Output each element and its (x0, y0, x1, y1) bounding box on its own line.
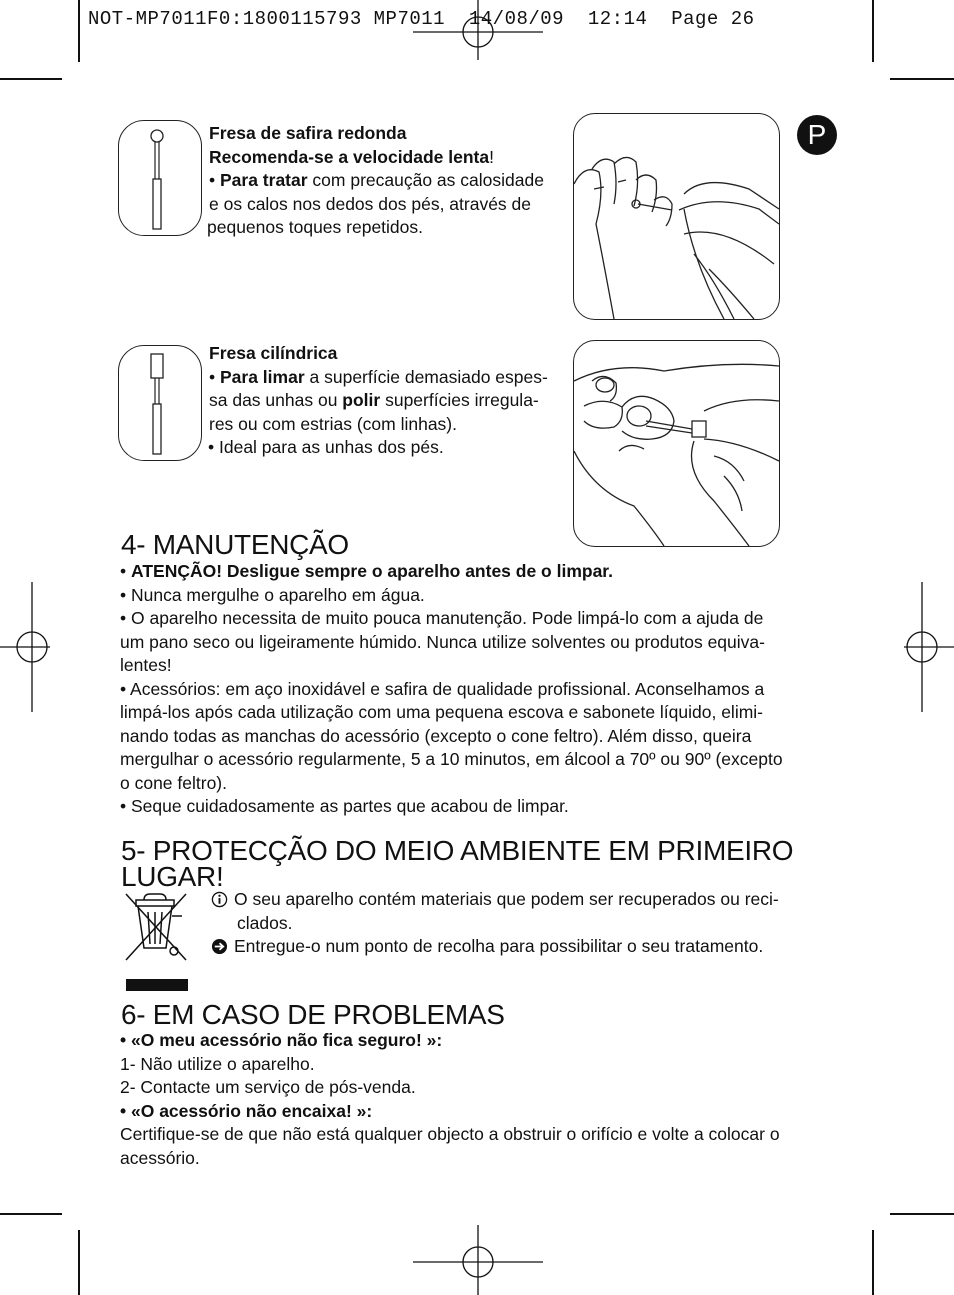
section4-line: nando todas as manchas do acessório (excepto o cone feltro). Além disso, queira (120, 725, 752, 746)
foot-callus-illustration (573, 113, 780, 320)
section4-line: • Nunca mergulhe o aparelho em água. (120, 584, 425, 605)
section6-answer: acessório. (120, 1147, 200, 1168)
tool1-line1: com precaução as calosidade (307, 170, 544, 190)
print-header: NOT-MP7011F0:1800115793 MP7011 14/08/09 12:14 Page 26 (88, 8, 755, 30)
tool2-line2b: superfícies irregula- (380, 390, 539, 410)
section4-line: • Seque cuidadosamente as partes que acabou de limpar. (120, 796, 569, 816)
tool2-line3: res ou com estrias (com linhas). (209, 413, 457, 434)
tool2-use: Para limar (220, 366, 305, 387)
section5-info-line1: O seu aparelho contém materiais que podem ser recuperados ou reci- (234, 889, 779, 909)
section4-line: • O aparelho necessita de muito pouca manutenção. Pode limpá-lo com a ajuda de (120, 608, 764, 628)
section4-line: um pano seco ou ligeiramente húmido. Nunca utilize solventes ou produtos equiva- (120, 631, 765, 652)
tool1-speed-end: ! (489, 146, 494, 167)
registration-mark (413, 1225, 543, 1295)
weee-crossed-bin-icon (122, 888, 192, 994)
crop-mark (872, 1230, 874, 1295)
crop-mark (78, 1230, 80, 1295)
bullet: • (120, 561, 131, 581)
tool1-title: Fresa de safira redonda (209, 123, 407, 143)
tool2-line4: • Ideal para as unhas dos pés. (208, 437, 444, 457)
sapphire-bit-icon (118, 120, 202, 236)
crop-mark (0, 1213, 62, 1215)
info-icon (211, 891, 228, 908)
section4-line: o cone feltro). (120, 772, 227, 793)
registration-mark (904, 582, 954, 712)
language-badge: P (797, 115, 837, 155)
section6-question1: • «O meu acessório não fica seguro! »: (120, 1030, 443, 1050)
tool2-line2a: sa das unhas ou (209, 390, 343, 410)
registration-mark (413, 0, 543, 60)
section5-heading-line1: 5- PROTECÇÃO DO MEIO AMBIENTE EM PRIMEIRO (121, 835, 794, 866)
section4-heading: 4- MANUTENÇÃO (121, 529, 349, 560)
section6-heading: 6- EM CASO DE PROBLEMAS (121, 999, 505, 1030)
section6-answer: Certifique-se de que não está qualquer objecto a obstruir o orifício e volte a colocar o (120, 1124, 780, 1144)
crop-mark (0, 78, 62, 80)
crop-mark (872, 0, 874, 62)
section4-body (120, 560, 840, 819)
tool1-line2: e os calos nos dedos dos pés, através de (209, 193, 532, 214)
section4-line: • Acessórios: em aço inoxidável e safira de qualidade profissional. Aconselhamos a (120, 678, 765, 699)
tool1-description (209, 122, 579, 240)
section5-heading (121, 835, 881, 892)
tool1-speed: Recomenda-se a velocidade lenta (209, 146, 490, 167)
section5-body (211, 888, 831, 959)
toenail-filing-illustration (573, 340, 780, 547)
bullet: • (209, 170, 220, 190)
cylindrical-bit-icon (118, 345, 202, 461)
crop-mark (78, 0, 80, 62)
tool2-title: Fresa cilíndrica (209, 343, 338, 363)
arrow-right-icon (211, 938, 228, 955)
section4-line: limpá-los após cada utilização com uma pequena escova e sabonete líquido, elimi- (120, 702, 764, 722)
tool1-line3: pequenos toques repetidos. (207, 217, 423, 237)
bullet: • (209, 366, 220, 387)
section6-answer: 2- Contacte um serviço de pós-venda. (120, 1077, 416, 1097)
section5-info-line2: clados. (237, 912, 293, 933)
section5-heading-line2: LUGAR! (121, 861, 224, 892)
tool2-description (209, 342, 579, 460)
section5-arrow-line: Entregue-o num ponto de recolha para possibilitar o seu tratamento. (234, 936, 764, 956)
section4-warning: ATENÇÃO! Desligue sempre o aparelho antes de o limpar. (131, 561, 614, 581)
tool2-line2-bold: polir (342, 390, 381, 410)
section6-body (120, 1029, 840, 1170)
tool2-line1: a superfície demasiado espes- (304, 366, 548, 387)
tool1-use: Para tratar (220, 170, 308, 190)
section4-line: lentes! (120, 655, 172, 675)
registration-mark (0, 582, 50, 712)
section6-question2: • «O acessório não encaixa! »: (120, 1100, 373, 1121)
crop-mark (890, 78, 954, 80)
section6-answer: 1- Não utilize o aparelho. (120, 1053, 315, 1074)
section4-line: mergulhar o acessório regularmente, 5 a 10 minutos, em álcool a 70º ou 90º (excepto (120, 749, 783, 769)
crop-mark (890, 1213, 954, 1215)
